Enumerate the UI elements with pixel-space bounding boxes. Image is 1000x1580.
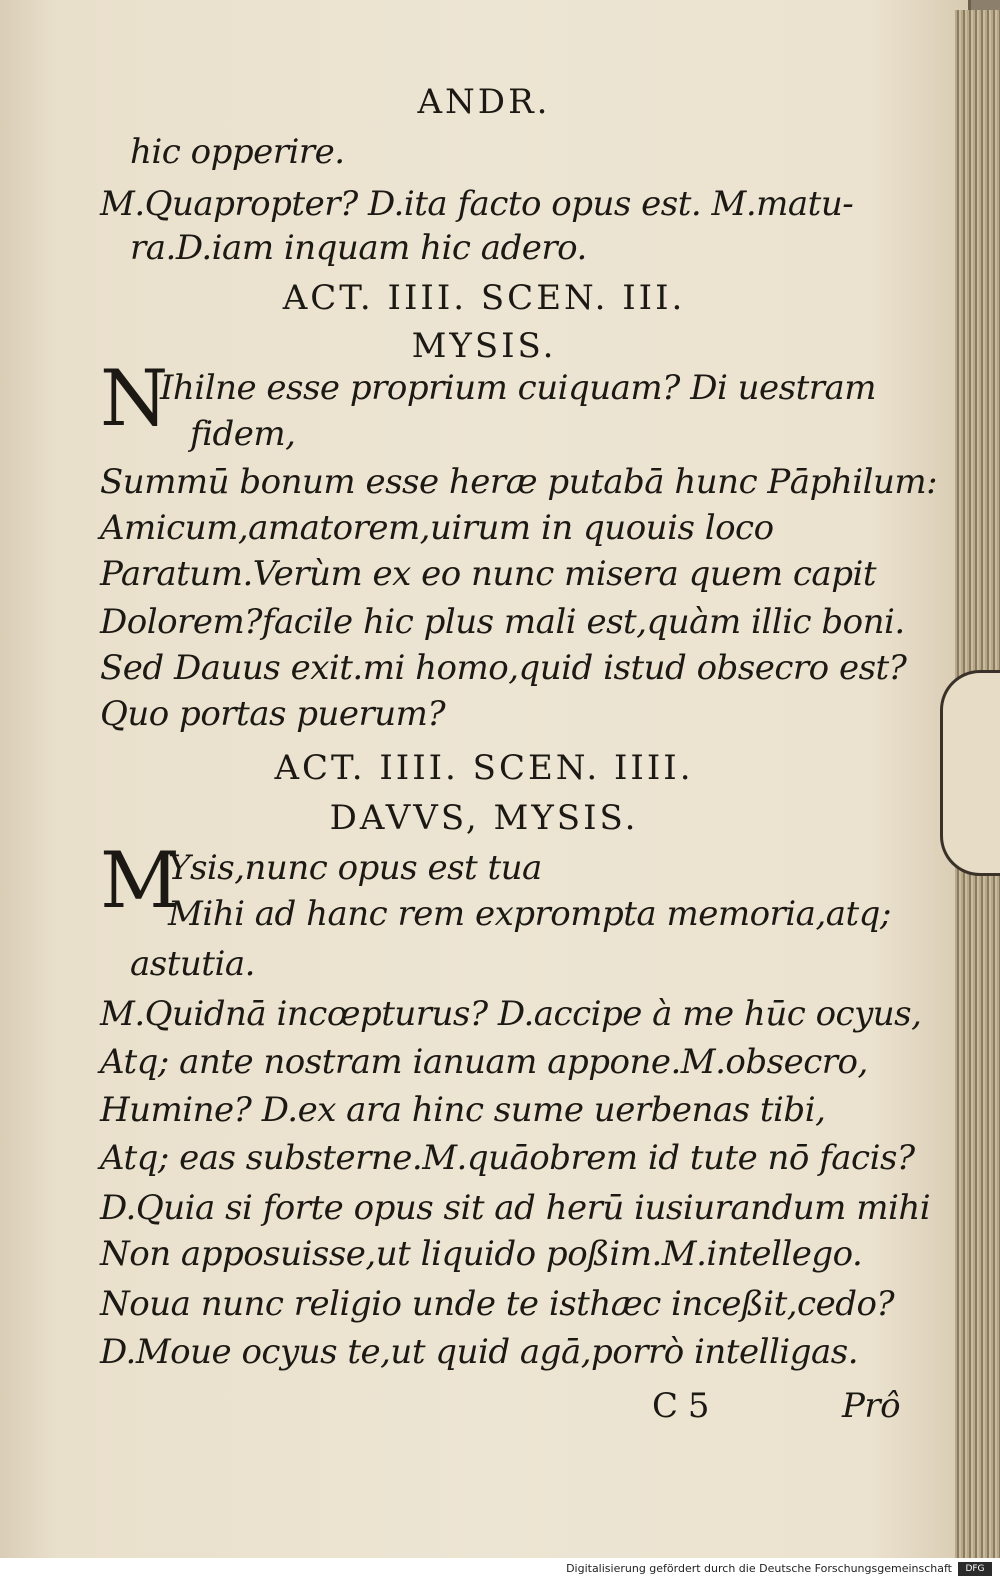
text-line: Atq; eas substerne.M.quāobrem id tute nō facis? bbox=[100, 1138, 915, 1178]
scene-heading: ACT. IIII. SCEN. IIII. bbox=[274, 748, 694, 788]
drop-cap: M bbox=[100, 836, 180, 926]
running-head: ANDR. bbox=[417, 82, 551, 122]
text-line: Ysis,nunc opus est tua bbox=[168, 848, 542, 888]
text-line: hic opperire. bbox=[130, 132, 345, 172]
text-line: Paratum.Verùm ex eo nunc misera quem capit bbox=[100, 554, 877, 594]
text-line: M.Quidnā incœpturus? D.accipe à me hūc ocyus, bbox=[100, 994, 922, 1034]
signature-mark: C 5 bbox=[652, 1386, 709, 1426]
scene-heading: ACT. IIII. SCEN. III. bbox=[282, 278, 686, 318]
dfg-logo: DFG bbox=[958, 1562, 992, 1576]
text-line: D.Moue ocyus te,ut quid agā,porrò intelligas. bbox=[100, 1332, 859, 1372]
text-line: Non apposuisse,ut liquido poßim.M.intellego. bbox=[100, 1234, 863, 1274]
text-line: Dolorem?facile hic plus mali est,quàm illic boni. bbox=[100, 602, 905, 642]
text-line: Amicum,amatorem,uirum in quouis loco bbox=[100, 508, 774, 548]
text-line: Ihilne esse proprium cuiquam? Di uestram bbox=[160, 368, 877, 408]
text-line: Mihi ad hanc rem exprompta memoria,atq; bbox=[168, 894, 891, 934]
text-line: Sed Dauus exit.mi homo,quid istud obsecro est? bbox=[100, 648, 907, 688]
text-line: Quo portas puerum? bbox=[100, 694, 446, 734]
speaker-heading: MYSIS. bbox=[411, 326, 557, 366]
text-line: Atq; ante nostram ianuam appone.M.obsecro, bbox=[100, 1042, 868, 1082]
text-line: Noua nunc religio unde te isthæc inceßit,cedo? bbox=[100, 1284, 895, 1324]
digitization-footer bbox=[0, 1558, 1000, 1580]
text-line: Summū bonum esse heræ putabā hunc Pāphilum: bbox=[100, 462, 938, 502]
footer-credit: Digitalisierung gefördert durch die Deutsche Forschungsgemeinschaft bbox=[566, 1562, 952, 1575]
text-line: fidem, bbox=[190, 414, 296, 454]
speaker-heading: DAVVS, MYSIS. bbox=[329, 798, 639, 838]
text-line: ra.D.iam inquam hic adero. bbox=[130, 228, 587, 268]
text-line: D.Quia si forte opus sit ad herū iusiurandum mihi bbox=[100, 1188, 931, 1228]
text-line: M.Quapropter? D.ita facto opus est. M.matu- bbox=[100, 184, 854, 224]
text-line: astutia. bbox=[130, 944, 255, 984]
text-line: Humine? D.ex ara hinc sume uerbenas tibi, bbox=[100, 1090, 826, 1130]
drop-cap: N bbox=[100, 354, 169, 444]
catchword: Prô bbox=[842, 1386, 901, 1426]
